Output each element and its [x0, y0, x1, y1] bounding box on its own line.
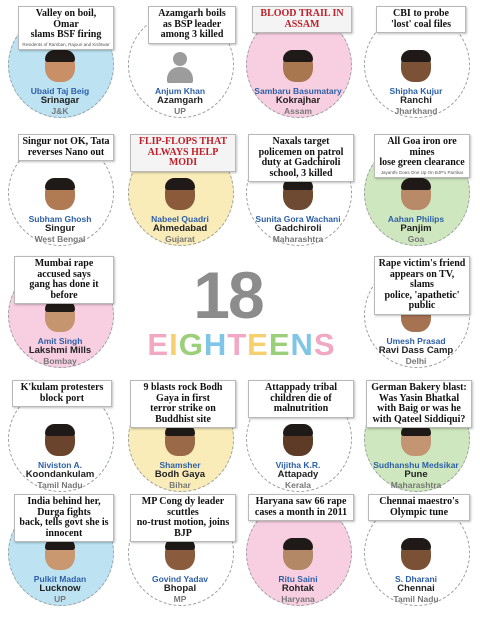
profile-state: Maharashtra [390, 480, 442, 490]
newspaper-headline-clipping [12, 380, 112, 407]
profile-state: Kerala [285, 480, 311, 490]
profile-card [246, 382, 352, 492]
newspaper-headline-clipping [130, 494, 236, 542]
profile-city: Pune [404, 469, 428, 480]
headline-line: back, tells govt she is innocent [19, 517, 109, 539]
profile-card [364, 8, 470, 118]
portrait-photo [401, 50, 431, 82]
profile-name: Govind Yadav [151, 574, 209, 584]
profile-city: Lakshmi Mills [28, 345, 92, 356]
headline-line: CBI to probe [393, 8, 449, 19]
headline-line: lose green clearance [379, 157, 465, 168]
wordmark-letter: S [313, 327, 336, 362]
profile-city: Azamgarh [157, 95, 203, 106]
profile-name: Vijitha K.R. [275, 460, 321, 470]
profile-city: Ravi Dass Camp [378, 345, 454, 356]
headline-line: Haryana saw 66 rape cases a month in 2011 [254, 496, 348, 518]
newspaper-headline-clipping [368, 494, 470, 521]
profile-city: Koondankulam [25, 469, 95, 480]
profile-name: Sambaru Basumatary [254, 86, 342, 96]
newspaper-headline-clipping [376, 6, 466, 33]
headline-line: MP Cong dy leader scuttles [141, 496, 225, 518]
profile-card [364, 136, 470, 246]
profile-name: Shipha Kujur [389, 86, 443, 96]
profile-city: Attapady [277, 469, 319, 480]
headline-line: K'kulam protesters block port [20, 382, 104, 404]
wordmark-letter: E [268, 327, 291, 362]
profile-city: Srinagar [40, 95, 80, 106]
portrait-photo [283, 538, 313, 570]
profile-state: UP [174, 106, 186, 116]
profile-state: MP [173, 594, 187, 604]
profile-state: Maharashtra [272, 234, 324, 244]
profile-card [128, 8, 234, 118]
profile-name: Anjum Khan [154, 86, 206, 96]
portrait-photo [401, 178, 431, 210]
profile-name: Aahan Philips [387, 214, 445, 224]
profile-name: Subham Ghosh [28, 214, 92, 224]
profile-city: Lucknow [39, 583, 81, 594]
profile-state: Jharkhand [394, 106, 438, 116]
profile-card [364, 496, 470, 606]
wordmark-letter: E [247, 327, 269, 362]
headline-line: Singur not OK, Tata [22, 136, 110, 147]
portrait-photo [165, 178, 195, 210]
newspaper-headline-clipping [252, 6, 352, 33]
headline-line: All Goa iron ore mines [387, 136, 457, 158]
profile-state: Tamil Nadu [393, 594, 439, 604]
profile-city: Panjim [400, 223, 432, 234]
headline-line: gang has done it before [29, 279, 99, 301]
headline-line: Attappady tribal children die of malnutrition [265, 382, 337, 414]
newspaper-headline-clipping [374, 134, 470, 178]
profile-name: Sunita Gora Wachani [255, 214, 341, 224]
newspaper-headline-clipping [130, 134, 236, 172]
portrait-photo [401, 538, 431, 570]
wordmark-letter: N [290, 327, 314, 362]
newspaper-headline-clipping [14, 256, 114, 304]
profile-state: Delhi [405, 356, 427, 366]
wordmark-letter: G [178, 327, 204, 362]
headline-line: FLIP-FLOPS THAT ALWAYS HELP MODI [138, 136, 228, 168]
headline-line: India behind her, Durga fights [27, 496, 101, 518]
newspaper-headline-clipping [18, 134, 114, 161]
profile-card [8, 8, 114, 118]
newspaper-headline-clipping [148, 6, 236, 44]
newspaper-headline-clipping [248, 134, 354, 182]
portrait-photo [283, 178, 313, 210]
headline-line: slams BSF firing [30, 29, 102, 40]
headline-line: Naxals target policemen on patrol [258, 136, 344, 158]
portrait-photo [165, 538, 195, 570]
profile-card [128, 496, 234, 606]
newspaper-headline-clipping [18, 6, 114, 50]
wordmark-letter: T [227, 327, 248, 362]
profile-state: West Bengal [34, 234, 86, 244]
no-photo-silhouette-icon [165, 52, 195, 84]
profile-card [364, 382, 470, 492]
profile-name: Pulkit Madan [33, 574, 87, 584]
headline-line: as BSP leader [162, 18, 222, 30]
profile-card [128, 136, 234, 246]
headline-line: Valley on boil, Omar [35, 8, 97, 30]
profile-city: Ranchi [400, 95, 432, 106]
profile-card [8, 496, 114, 606]
profile-name: Niviston A. [37, 460, 83, 470]
profile-card [246, 136, 352, 246]
profile-city: Rohtak [281, 583, 315, 594]
profile-name: Ritu Saini [278, 574, 318, 584]
portrait-photo [401, 424, 431, 456]
portrait-photo [165, 424, 195, 456]
headline-line: Rape victim's friend [378, 258, 466, 269]
profile-state: Haryana [281, 594, 315, 604]
wordmark-letter: I [169, 327, 179, 362]
headline-line: terror strike on Buddhist site [150, 403, 216, 425]
headline-line: 'lost' coal files [391, 18, 451, 30]
newspaper-headline-clipping [366, 380, 472, 428]
profile-state: UP [54, 594, 66, 604]
wordmark-letter: E [147, 327, 170, 362]
profile-state: Bombay [43, 356, 77, 366]
headline-line: Mumbai rape accused says [34, 258, 94, 280]
profile-card [8, 258, 114, 368]
newspaper-headline-clipping [248, 380, 354, 418]
newspaper-headline-clipping [374, 256, 470, 315]
profile-name: Amit Singh [37, 336, 83, 346]
profile-city: Chennai [397, 583, 435, 594]
profile-name: S. Dharani [394, 574, 438, 584]
headline-subline: Residents of Ramban, Rajouri and Kishtwar [22, 41, 110, 47]
center-wordmark [124, 328, 359, 362]
profile-card [128, 382, 234, 492]
headline-line: 9 blasts rock Bodh Gaya in first [143, 382, 223, 404]
profile-name: Shamsher [159, 460, 201, 470]
profile-city: Ahmedabad [152, 223, 208, 234]
headline-line: Azamgarh boils [158, 8, 226, 19]
profile-state: Bihar [169, 480, 191, 490]
profile-card [246, 496, 352, 606]
headline-line: with Baig or was he with Qateel Siddiqui? [372, 403, 466, 425]
profile-card [8, 136, 114, 246]
portrait-photo [283, 50, 313, 82]
newspaper-headline-clipping [130, 380, 236, 428]
wordmark-letter: H [203, 327, 228, 362]
profile-card [8, 382, 114, 492]
profile-state: Tamil Nadu [37, 480, 83, 490]
profile-name: Ubaid Taj Beig [30, 86, 90, 96]
center-number: 18 [193, 258, 263, 332]
portrait-photo [45, 50, 75, 82]
headline-line: BLOOD TRAIL IN ASSAM [260, 8, 344, 30]
profile-state: Goa [407, 234, 425, 244]
headline-line: duty at Gadchiroli school, 3 killed [261, 157, 341, 179]
portrait-photo [45, 178, 75, 210]
portrait-photo [283, 424, 313, 456]
headline-line: appears on TV, slams [389, 268, 455, 290]
profile-state: Gujarat [165, 234, 195, 244]
profile-city: Bodh Gaya [154, 469, 206, 480]
profile-state: J&K [51, 106, 69, 116]
headline-line: among 3 killed [160, 29, 224, 40]
newspaper-headline-clipping [248, 494, 354, 521]
headline-subline: Jayanthi Goes One Up On BJP's Parrikar [380, 169, 464, 175]
headline-line: reverses Nano out [27, 146, 105, 158]
profile-city: Singur [44, 223, 76, 234]
newspaper-headline-clipping [14, 494, 114, 542]
headline-line: police, 'apathetic' public [384, 289, 460, 311]
profile-city: Gadchiroli [274, 223, 322, 234]
profile-city: Bhopal [163, 583, 197, 594]
profile-state: Assam [284, 106, 312, 116]
headline-line: Chennai maestro's [379, 496, 459, 507]
profile-name: Umesh Prasad [386, 336, 446, 346]
portrait-photo [45, 300, 75, 332]
profile-card [246, 8, 352, 118]
headline-line: Olympic tune [389, 506, 449, 518]
profile-card [364, 258, 470, 368]
profile-name: Nabeel Quadri [151, 214, 209, 224]
portrait-photo [45, 424, 75, 456]
profile-city: Kokrajhar [275, 95, 321, 106]
profile-name: Sudhanshu Medsikar [373, 460, 459, 470]
headline-line: no-trust motion, joins BJP [136, 517, 230, 539]
portrait-photo [45, 538, 75, 570]
headline-line: German Bakery blast: Was Yasin Bhatkal [371, 382, 467, 404]
